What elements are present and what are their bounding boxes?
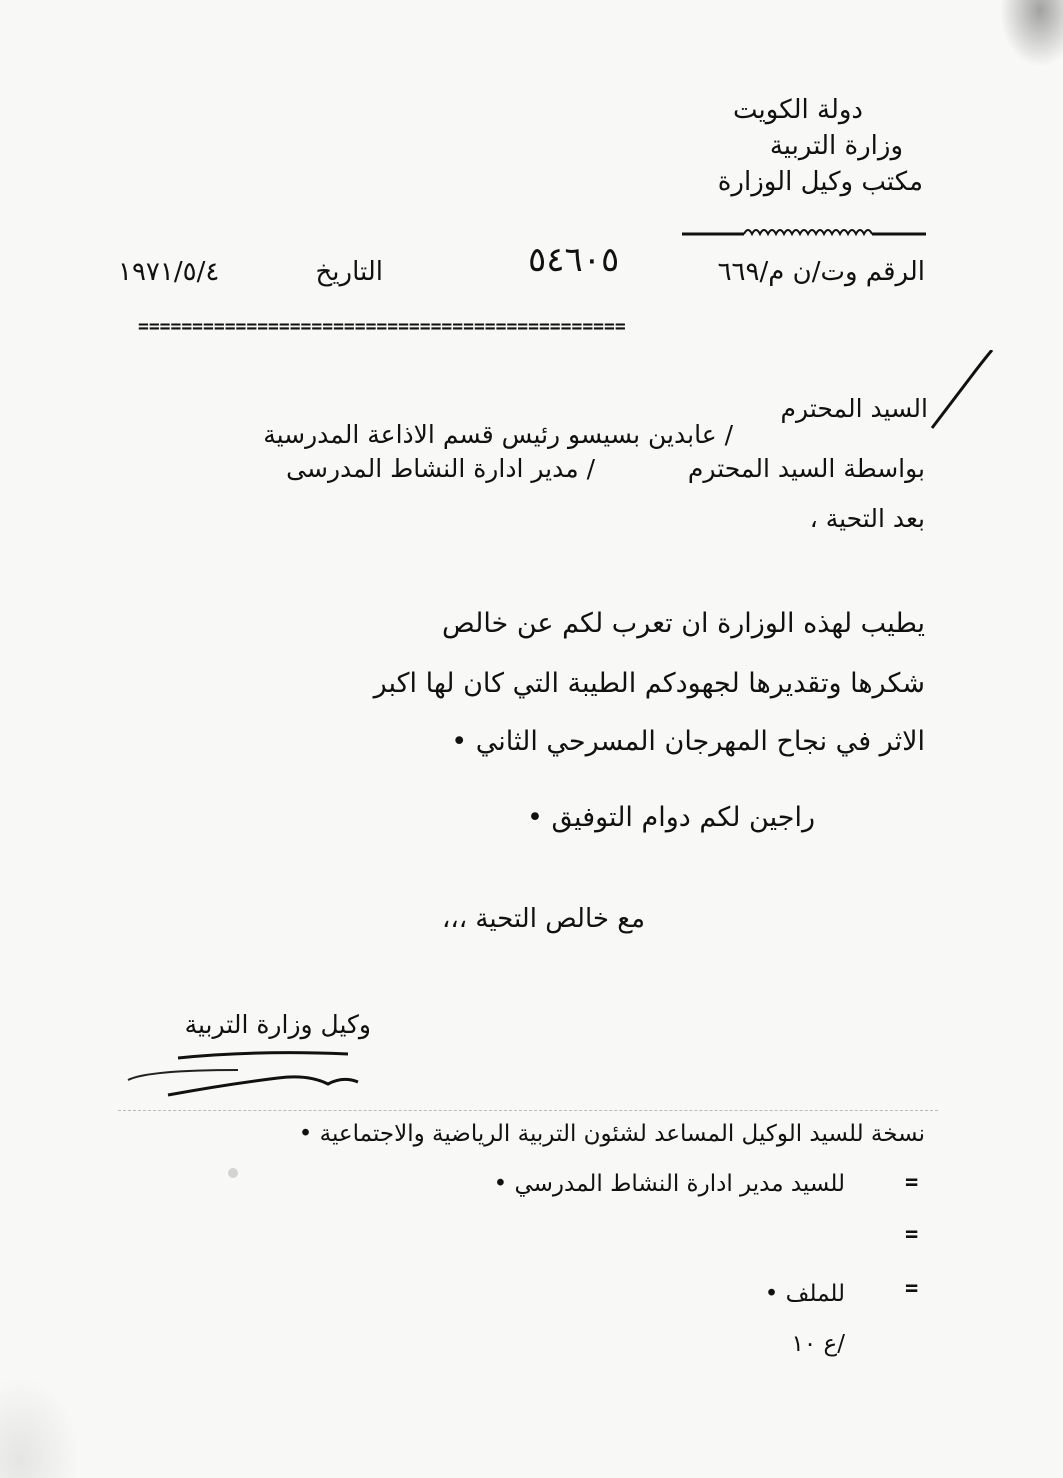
via-label: بواسطة السيد المحترم bbox=[687, 454, 925, 483]
handwritten-slash-mark bbox=[930, 350, 1000, 430]
ditto-mark: = bbox=[905, 1276, 919, 1301]
date-label: التاريخ bbox=[315, 257, 383, 287]
letterhead-ministry: وزارة التربية bbox=[769, 131, 903, 161]
ditto-mark: = bbox=[905, 1170, 919, 1195]
copy-recipient-file: للملف • bbox=[764, 1281, 845, 1307]
body-line-3: الاثر في نجاح المهرجان المسرحي الثاني • bbox=[451, 726, 925, 757]
closing-greeting: مع خالص التحية ،،، bbox=[441, 904, 645, 934]
signatory-title: وكيل وزارة التربية bbox=[184, 1010, 371, 1039]
body-line-1: يطيب لهذه الوزارة ان تعرب لكم عن خالص bbox=[442, 608, 925, 639]
addressee-honorific: السيد المحترم bbox=[780, 394, 928, 423]
double-rule-separator: ============================================= bbox=[138, 320, 626, 334]
handwritten-signature bbox=[118, 1040, 398, 1100]
dotted-divider bbox=[118, 1110, 938, 1111]
paper-smudge bbox=[228, 1168, 238, 1178]
addressee-name-title: / عابدين بسيسو رئيس قسم الاذاعة المدرسية bbox=[263, 420, 733, 449]
letterhead-office: مكتب وكيل الوزارة bbox=[717, 167, 923, 197]
serial-number-stamp: ٥٤٦٠٥ bbox=[528, 240, 620, 280]
letterhead-country: دولة الكويت bbox=[733, 95, 863, 125]
letterhead-underline-divider bbox=[682, 225, 926, 237]
copy-recipient-2: للسيد مدير ادارة النشاط المدرسي • bbox=[493, 1171, 845, 1197]
copy-recipient-1: نسخة للسيد الوكيل المساعد لشئون التربية الرياضية والاجتماعية • bbox=[298, 1121, 925, 1147]
reference-number: الرقم وت/ن م/٦٦٩ bbox=[717, 257, 925, 287]
typist-initials: /ع ١٠ bbox=[791, 1331, 845, 1357]
date-value: ١٩٧١/٥/٤ bbox=[118, 257, 220, 287]
body-line-2: شكرها وتقديرها لجهودكم الطيبة التي كان لها اكبر bbox=[373, 668, 925, 699]
via-title: / مدير ادارة النشاط المدرسى bbox=[286, 454, 595, 483]
ditto-mark: = bbox=[905, 1222, 919, 1247]
salutation: بعد التحية ، bbox=[809, 504, 925, 533]
body-line-4: راجين لكم دوام التوفيق • bbox=[527, 802, 815, 833]
